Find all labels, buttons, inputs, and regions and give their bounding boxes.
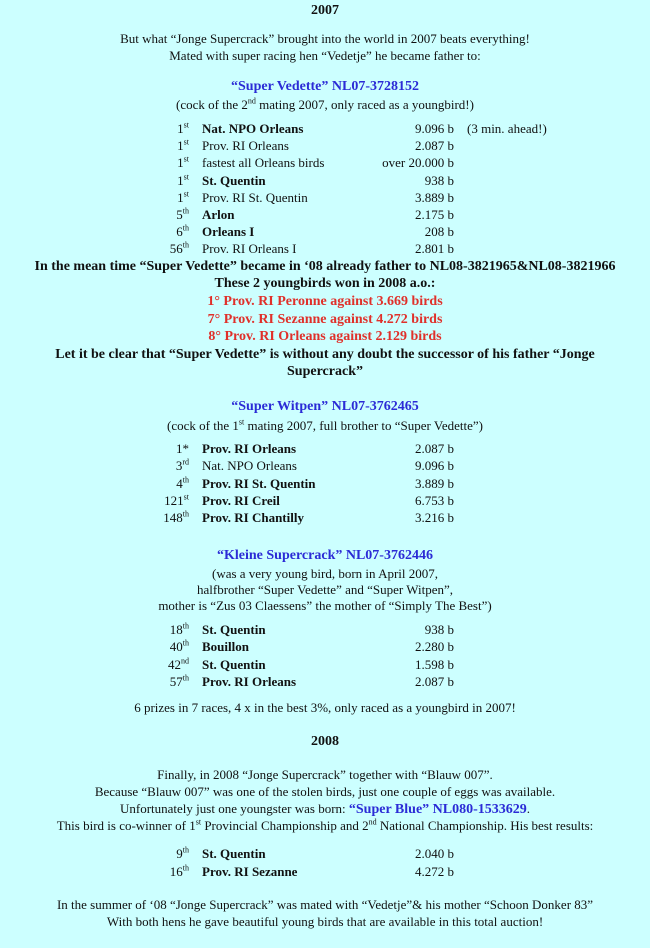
result-birds: 938 b	[424, 622, 454, 637]
result-birds: 938 b	[424, 172, 454, 188]
youngbird-result-3: 8° Prov. RI Orleans against 2.129 birds	[208, 329, 442, 344]
result-race: Bouillon	[202, 639, 249, 655]
result-race: Prov. RI Creil	[202, 492, 280, 508]
result-row	[0, 621, 650, 638]
result-race: fastest all Orleans birds	[202, 155, 325, 171]
result-birds: 2.087 b	[415, 673, 454, 689]
year-heading-2007: 2007	[311, 3, 339, 18]
result-birds: 3.216 b	[415, 510, 454, 526]
super-witpen-title: “Super Witpen” NL07-3762465	[231, 399, 419, 414]
result-row	[0, 863, 650, 880]
kleine-supercrack-title: “Kleine Supercrack” NL07-3762446	[217, 548, 433, 563]
successor-line-2: Supercrack”	[287, 364, 363, 379]
result-row	[0, 457, 650, 474]
result-place: 1st	[177, 172, 189, 188]
super-witpen-note: (cock of the 1st mating 2007, full brother to “Super Vedette”)	[167, 417, 483, 433]
successor-line-1: Let it be clear that “Super Vedette” is without any doubt the successor of his father “Jonge	[55, 347, 595, 362]
result-birds: 9.096 b	[415, 121, 454, 136]
result-row	[0, 137, 650, 154]
result-race: Prov. RI Chantilly	[202, 510, 304, 526]
result-place: 3rd	[175, 457, 189, 474]
result-birds: 2.175 b	[415, 207, 454, 222]
result-place: 40th	[169, 638, 189, 655]
result-birds: 2.280 b	[415, 639, 454, 655]
result-place: 5th	[176, 206, 189, 222]
result-place: 148th	[163, 509, 189, 526]
super-vedette-title: “Super Vedette” NL07-3728152	[231, 79, 419, 94]
result-race: Arlon	[202, 207, 235, 222]
closing-line-2: With both hens he gave beautiful young birds that are available in this total auction!	[106, 914, 544, 929]
result-birds: 4.272 b	[415, 863, 454, 879]
result-race: Prov. RI Orleans I	[202, 241, 297, 257]
result-birds: 3.889 b	[415, 189, 454, 205]
result-place: 1st	[177, 189, 189, 205]
meantime-line-1: In the mean time “Super Vedette” became in ‘08 already father to NL08-3821965&NL08-3821966	[34, 259, 616, 274]
result-race: Prov. RI Orleans	[202, 673, 297, 689]
result-place: 16th	[169, 863, 189, 879]
kleine-note-1: (was a very young bird, born in April 2007,	[211, 566, 439, 581]
result-row	[0, 845, 650, 862]
closing-line-1: In the summer of ‘08 “Jonge Supercrack” was mated with “Vedetje”& his mother “Schoon Donker 83”	[56, 897, 594, 912]
result-race: St. Quentin	[202, 656, 266, 672]
result-row	[0, 206, 650, 223]
result-birds: over 20.000 b	[382, 155, 454, 171]
result-race: St. Quentin	[202, 622, 266, 637]
result-birds: 208 b	[424, 224, 454, 240]
result-place: 1st	[177, 120, 189, 136]
result-place: 121st	[164, 492, 189, 508]
result-race: Prov. RI Orleans	[202, 441, 297, 456]
p2008-line-2: Because “Blauw 007” was one of the stolen birds, just one couple of eggs was available.	[94, 784, 556, 799]
result-row	[0, 120, 650, 137]
youngbird-result-2: 7° Prov. RI Sezanne against 4.272 birds	[207, 312, 443, 327]
result-note: (3 min. ahead!)	[467, 121, 547, 136]
result-row	[0, 475, 650, 492]
kleine-note-3: mother is “Zus 03 Claessens” the mother of “Simply The Best”)	[158, 598, 492, 613]
result-place: 1st	[177, 155, 189, 171]
result-place: 9th	[176, 845, 189, 861]
result-place: 57th	[169, 673, 189, 689]
result-place: 1*	[176, 441, 189, 456]
p2008-line-4: This bird is co-winner of 1st Provincial Championship and 2nd National Championship. His best results:	[56, 817, 594, 833]
result-row	[0, 223, 650, 240]
kleine-note-2: halfbrother “Super Vedette” and “Super Witpen”,	[196, 582, 453, 597]
result-race: Nat. NPO Orleans	[202, 458, 297, 474]
intro-line-2: Mated with super racing hen “Vedetje” he became father to:	[169, 48, 481, 63]
result-race: St. Quentin	[202, 846, 266, 861]
result-race: Orleans I	[202, 224, 255, 240]
result-birds: 2.087 b	[415, 138, 454, 154]
result-race: Prov. RI Sezanne	[202, 863, 298, 879]
result-row	[0, 492, 650, 509]
result-row	[0, 509, 650, 526]
kleine-summary: 6 prizes in 7 races, 4 x in the best 3%, only raced as a youngbird in 2007!	[134, 700, 516, 715]
result-birds: 6.753 b	[415, 492, 454, 508]
result-row	[0, 172, 650, 189]
super-blue-name: “Super Blue” NL080-1533629	[348, 802, 527, 817]
result-birds: 9.096 b	[415, 458, 454, 474]
p2008-line-1: Finally, in 2008 “Jonge Supercrack” together with “Blauw 007”.	[157, 767, 493, 782]
intro-line-1: But what “Jonge Supercrack” brought into the world in 2007 beats everything!	[120, 31, 530, 46]
result-race: Prov. RI St. Quentin	[202, 189, 308, 205]
result-race: Nat. NPO Orleans	[202, 121, 304, 136]
result-row	[0, 656, 650, 673]
result-birds: 2.087 b	[415, 441, 454, 456]
meantime-line-2: These 2 youngbirds won in 2008 a.o.:	[214, 276, 436, 291]
result-row	[0, 189, 650, 206]
result-place: 6th	[176, 223, 189, 240]
result-row	[0, 638, 650, 655]
result-row	[0, 154, 650, 171]
super-vedette-note: (cock of the 2nd mating 2007, only raced as a youngbird!)	[176, 96, 474, 112]
result-birds: 2.801 b	[415, 241, 454, 257]
year-heading-2008: 2008	[311, 734, 339, 749]
p2008-line-3: Unfortunately just one youngster was born: “Super Blue” NL080-1533629.	[119, 801, 531, 817]
youngbird-result-1: 1° Prov. RI Peronne against 3.669 birds	[207, 294, 443, 309]
result-place: 42nd	[168, 656, 189, 672]
result-place: 18th	[169, 621, 189, 637]
result-row	[0, 240, 650, 257]
result-race: St. Quentin	[202, 172, 266, 188]
result-place: 56th	[169, 241, 189, 257]
result-row	[0, 440, 650, 457]
result-birds: 2.040 b	[415, 846, 454, 861]
result-race: Prov. RI Orleans	[202, 138, 289, 154]
result-place: 4th	[176, 475, 189, 491]
result-place: 1st	[177, 137, 189, 154]
result-birds: 1.598 b	[415, 656, 454, 672]
result-row	[0, 673, 650, 690]
result-birds: 3.889 b	[415, 475, 454, 491]
result-race: Prov. RI St. Quentin	[202, 475, 316, 491]
